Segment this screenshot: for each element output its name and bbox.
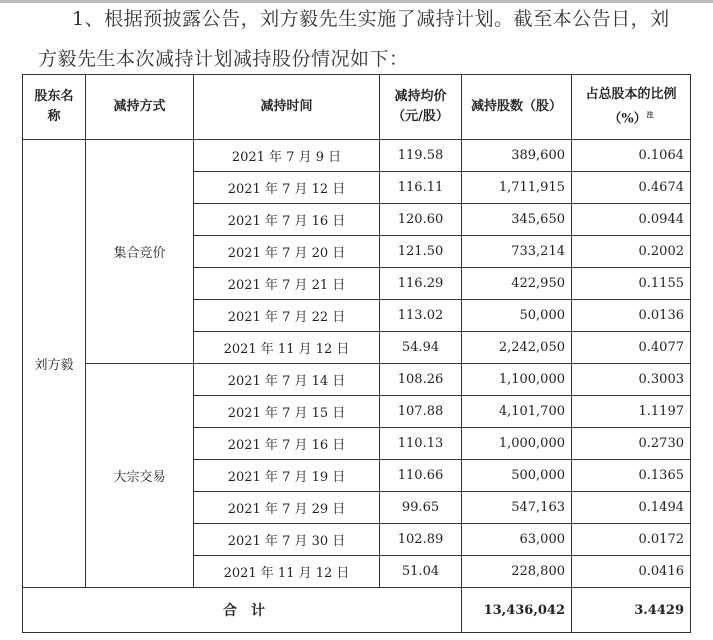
shares-reduced: 228,800 (462, 556, 572, 588)
shares-reduced: 1,100,000 (462, 364, 572, 396)
share-ratio: 0.1365 (572, 460, 691, 492)
shares-reduced: 422,950 (462, 268, 572, 300)
share-ratio: 0.4674 (572, 172, 691, 204)
shares-reduced: 733,214 (462, 236, 572, 268)
total-row (23, 588, 691, 633)
shares-reduced: 4,101,700 (462, 396, 572, 428)
average-price: 113.02 (380, 300, 462, 332)
reduction-date: 2021 年 7 月 16 日 (194, 428, 380, 460)
shares-reduced: 1,000,000 (462, 428, 572, 460)
average-price: 120.60 (380, 204, 462, 236)
average-price: 107.88 (380, 396, 462, 428)
average-price: 110.13 (380, 428, 462, 460)
reduction-date: 2021 年 7 月 19 日 (194, 460, 380, 492)
share-ratio: 0.0416 (572, 556, 691, 588)
reduction-date: 2021 年 7 月 9 日 (194, 140, 380, 172)
shares-reduced: 500,000 (462, 460, 572, 492)
average-price: 51.04 (380, 556, 462, 588)
total-label: 合计 (23, 588, 462, 633)
shares-reduced: 547,163 (462, 492, 572, 524)
header-ratio-text: 占总股本的比例（%） (585, 86, 677, 127)
average-price: 108.26 (380, 364, 462, 396)
header-method: 减持方式 (86, 75, 194, 140)
table-header-row (23, 75, 691, 140)
top-border (0, 0, 713, 3)
average-price: 110.66 (380, 460, 462, 492)
average-price: 102.89 (380, 524, 462, 556)
share-ratio: 0.1494 (572, 492, 691, 524)
reduction-date: 2021 年 7 月 21 日 (194, 268, 380, 300)
total-ratio: 3.4429 (572, 588, 691, 633)
reduction-date: 2021 年 7 月 30 日 (194, 524, 380, 556)
shares-reduced: 389,600 (462, 140, 572, 172)
share-ratio: 0.0136 (572, 300, 691, 332)
reduction-date: 2021 年 7 月 12 日 (194, 172, 380, 204)
reduction-date: 2021 年 7 月 29 日 (194, 492, 380, 524)
shares-reduced: 2,242,050 (462, 332, 572, 364)
average-price: 119.58 (380, 140, 462, 172)
share-ratio: 0.3003 (572, 364, 691, 396)
intro-line-1: 1、根据预披露公告，刘方毅先生实施了减持计划。截至本公告日，刘 (72, 8, 670, 30)
share-reduction-table (22, 74, 691, 633)
average-price: 99.65 (380, 492, 462, 524)
reduction-date: 2021 年 11 月 12 日 (194, 332, 380, 364)
shares-reduced: 63,000 (462, 524, 572, 556)
shares-reduced: 345,650 (462, 204, 572, 236)
share-ratio: 0.1155 (572, 268, 691, 300)
reduction-date: 2021 年 7 月 22 日 (194, 300, 380, 332)
average-price: 54.94 (380, 332, 462, 364)
shares-reduced: 50,000 (462, 300, 572, 332)
header-name: 股东名称 (23, 75, 86, 140)
share-ratio: 1.1197 (572, 396, 691, 428)
share-ratio: 0.0172 (572, 524, 691, 556)
table-row (23, 364, 691, 396)
reduction-date: 2021 年 7 月 20 日 (194, 236, 380, 268)
header-price: 减持均价（元/股） (380, 75, 462, 140)
reduction-date: 2021 年 7 月 14 日 (194, 364, 380, 396)
header-ratio (572, 75, 691, 140)
share-ratio: 0.1064 (572, 140, 691, 172)
shares-reduced: 1,711,915 (462, 172, 572, 204)
reduction-date: 2021 年 7 月 15 日 (194, 396, 380, 428)
share-ratio: 0.0944 (572, 204, 691, 236)
reduction-date: 2021 年 7 月 16 日 (194, 204, 380, 236)
average-price: 121.50 (380, 236, 462, 268)
reduction-method: 集合竞价 (86, 140, 194, 364)
shareholder-name: 刘方毅 (23, 140, 86, 588)
reduction-method: 大宗交易 (86, 364, 194, 588)
average-price: 116.29 (380, 268, 462, 300)
header-date: 减持时间 (194, 75, 380, 140)
reduction-date: 2021 年 11 月 12 日 (194, 556, 380, 588)
header-shares: 减持股数（股） (462, 75, 572, 140)
share-ratio: 0.2730 (572, 428, 691, 460)
average-price: 116.11 (380, 172, 462, 204)
share-ratio: 0.4077 (572, 332, 691, 364)
intro-line-2: 方毅先生本次减持计划减持股份情况如下： (38, 48, 409, 70)
total-shares: 13,436,042 (462, 588, 572, 633)
table-row (23, 140, 691, 172)
header-ratio-note: 注 (646, 109, 654, 119)
share-ratio: 0.2002 (572, 236, 691, 268)
